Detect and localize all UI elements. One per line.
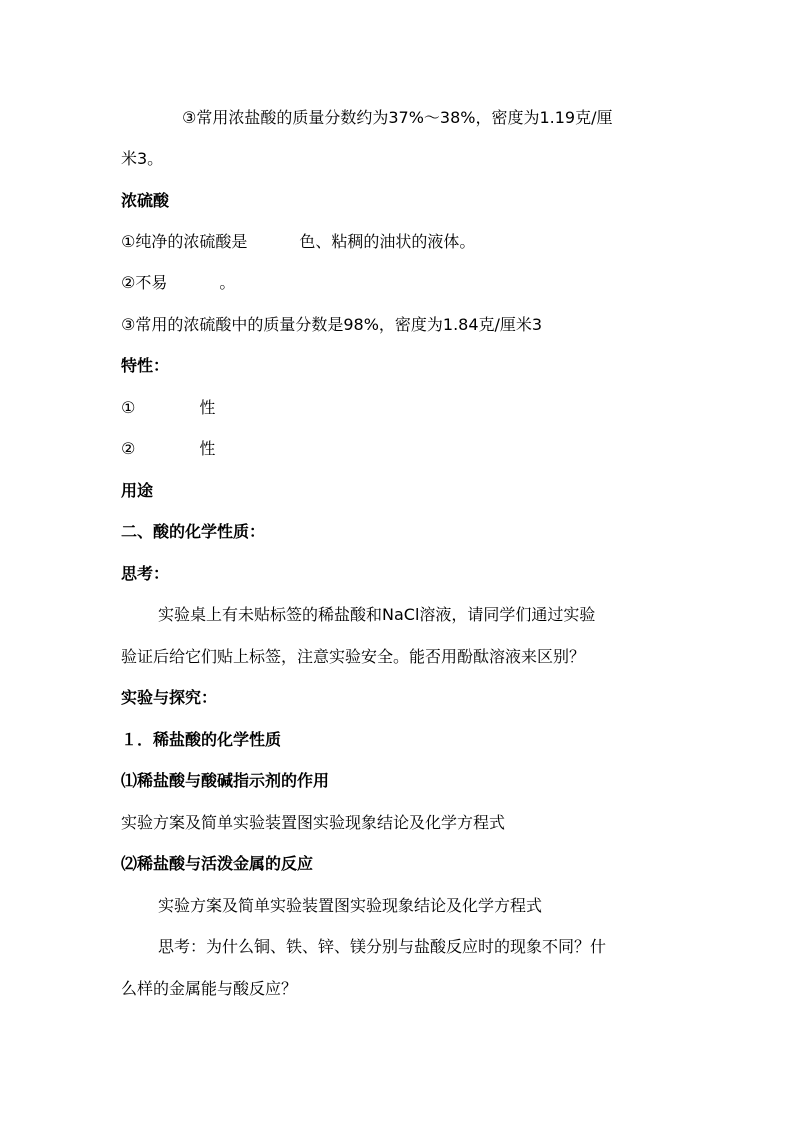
heading-conc-sulfuric-acid: 浓硫酸: [121, 191, 170, 210]
heading-think: 思考：: [121, 564, 170, 583]
paragraph-sulfuric-fraction: ③常用的浓硫酸中的质量分数是98%，密度为1.84克/厘米3: [121, 315, 543, 334]
property-1-marker: ①: [121, 398, 136, 417]
paragraph-conc-hcl-fraction-cont: 米3。: [121, 149, 164, 168]
paragraph-experiment-table-headers-2: 实验方案及简单实验装置图实验现象结论及化学方程式: [158, 896, 543, 915]
heading-uses: 用途: [121, 481, 154, 500]
paragraph-sulfuric-color: [121, 232, 475, 252]
paragraph-metal-question: 思考：为什么铜、铁、锌、镁分别与盐酸反应时的现象不同？什: [158, 937, 607, 956]
property-1-suffix: 性: [199, 398, 216, 417]
not-easy-prefix: ②不易: [121, 273, 168, 292]
property-2-marker: ②: [121, 439, 136, 458]
property-item-1: [121, 398, 215, 418]
paragraph-experiment-question: 实验桌上有未贴标签的稀盐酸和NaCl溶液，请同学们通过实验: [158, 605, 596, 624]
property-item-2: [121, 439, 215, 459]
heading-properties: 特性：: [121, 356, 170, 375]
heading-acid-chemical-properties: 二、酸的化学性质：: [121, 522, 266, 541]
heading-dilute-hcl-properties: １．稀盐酸的化学性质: [121, 730, 282, 749]
paragraph-metal-question-cont: 么样的金属能与酸反应？: [121, 979, 298, 998]
heading-hcl-indicators: ⑴稀盐酸与酸碱指示剂的作用: [121, 771, 330, 790]
paragraph-sulfuric-not-easy: [121, 273, 235, 293]
paragraph-conc-hcl-fraction: ③常用浓盐酸的质量分数约为37%～38%，密度为1.19克/厘: [182, 108, 613, 127]
heading-experiment-exploration: 实验与探究：: [121, 688, 218, 707]
sulfuric-color-prefix: ①纯净的浓硫酸是: [121, 232, 248, 251]
paragraph-experiment-table-headers-1: 实验方案及简单实验装置图实验现象结论及化学方程式: [121, 813, 506, 832]
sulfuric-color-suffix: 色、粘稠的油状的液体。: [299, 232, 476, 251]
property-2-suffix: 性: [199, 439, 216, 458]
not-easy-suffix: 。: [219, 273, 236, 292]
paragraph-experiment-question-cont: 验证后给它们贴上标签，注意实验安全。能否用酚酞溶液来区别？: [121, 647, 586, 666]
heading-hcl-active-metals: ⑵稀盐酸与活泼金属的反应: [121, 854, 314, 873]
